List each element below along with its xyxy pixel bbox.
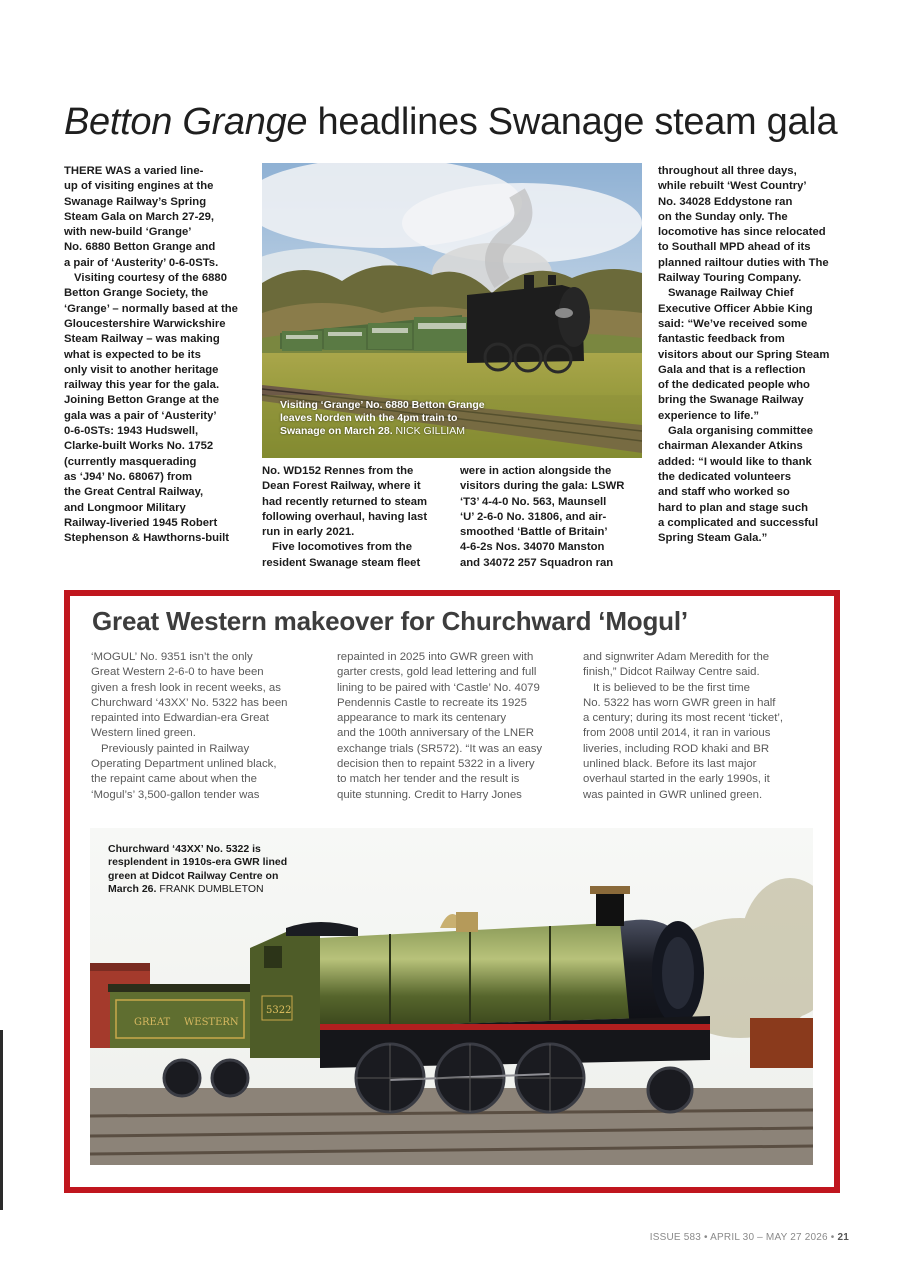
- text-line: and 34072 257 Squadron ran: [460, 556, 614, 569]
- text-line: quite stunning. Credit to Harry Jones: [337, 788, 522, 801]
- text-line: finish,” Didcot Railway Centre said.: [583, 666, 760, 679]
- text-line: No. 6880 Betton Grange and: [64, 241, 216, 254]
- text-line: of the dedicated people who: [658, 379, 810, 392]
- page-folio: [650, 1232, 849, 1243]
- text-line: and signwriter Adam Meredith for the: [583, 651, 770, 663]
- text-line: lining to be paired with ‘Castle’ No. 4079: [337, 681, 540, 694]
- caption-line: Churchward ‘43XX’ No. 5322 is: [108, 843, 261, 855]
- text-line: Visiting courtesy of the 6880: [74, 272, 227, 285]
- text-line: resident Swanage steam fleet: [262, 556, 421, 569]
- text-line: given a fresh look in recent weeks, as: [91, 681, 281, 694]
- text-line: Railway Touring Company.: [658, 272, 802, 285]
- text-line: visitors about our Spring Steam: [658, 348, 830, 361]
- text-line: the Great Central Railway,: [64, 486, 204, 499]
- text-line: Operating Department unlined black,: [91, 758, 277, 771]
- folio-issue: ISSUE 583 • APRIL 30 – MAY 27 2026 •: [649, 1232, 838, 1243]
- text-line: a pair of ‘Austerity’ 0-6-0STs.: [64, 256, 219, 269]
- text-line: Joining Betton Grange at the: [64, 394, 220, 407]
- text-line: following overhaul, having last: [262, 510, 428, 523]
- text-line: Five locomotives from the: [272, 541, 412, 554]
- text-line: ‘T3’ 4-4-0 No. 563, Maunsell: [460, 495, 607, 508]
- text-line: Executive Officer Abbie King: [658, 302, 813, 315]
- photo-credit: FRANK DUMBLETON: [156, 883, 264, 896]
- text-line: to Southall MPD ahead of its: [658, 241, 811, 254]
- text-line: unlined black. Before its last major: [583, 758, 757, 771]
- text-line: locomotive has since relocated: [658, 226, 826, 239]
- text-line: repainted into Edwardian-era Great: [91, 712, 269, 725]
- text-line: repainted in 2025 into GWR green with: [337, 651, 534, 663]
- caption-line: Swanage on March 28. NICK GILLIAM: [280, 425, 465, 437]
- cab-number: 5322: [266, 1005, 292, 1016]
- text-line: the repaint came about when the: [91, 773, 257, 786]
- article-headline: [64, 100, 854, 144]
- text-line: up of visiting engines at the: [64, 180, 214, 193]
- text-line: planned railtour duties with The: [658, 256, 829, 269]
- text-line: decision then to repaint 5322 in a livery: [337, 758, 535, 771]
- caption-line: green at Didcot Railway Centre on: [108, 869, 279, 882]
- text-line: Gala organising committee: [668, 425, 814, 438]
- box-column-2: [337, 650, 569, 803]
- text-line: gala was a pair of ‘Austerity’: [64, 409, 217, 422]
- text-line: Gloucestershire Warwickshire: [64, 317, 226, 330]
- text-line: run in early 2021.: [262, 526, 355, 539]
- text-line: Dean Forest Railway, where it: [262, 480, 421, 493]
- article-column-1: [64, 164, 254, 546]
- text-line: chairman Alexander Atkins: [658, 440, 803, 453]
- text-line: 0-6-0STs: 1943 Hudswell,: [64, 425, 199, 438]
- text-line: as ‘J94’ No. 68067) from: [64, 470, 193, 483]
- article-column-4: [658, 164, 848, 546]
- text-line: Clarke-built Works No. 1752: [64, 440, 214, 453]
- text-line: No. 34028 Eddystone ran: [658, 195, 793, 208]
- box-column-3: [583, 650, 815, 803]
- box-title: Great Western makeover for Churchward ‘Mogul’: [92, 606, 688, 636]
- text-line: Betton Grange Society, the: [64, 287, 209, 300]
- text-line: only visit to another heritage: [64, 363, 219, 376]
- text-line: No. 5322 has worn GWR green in half: [583, 696, 776, 709]
- text-line: from 2008 until 2014, it ran in various: [583, 727, 771, 740]
- text-line: Swanage Railway’s Spring: [64, 195, 207, 208]
- text-line: with new-build ‘Grange’: [64, 226, 192, 239]
- text-line: overhaul started in the early 1990s, it: [583, 773, 770, 786]
- text-line: Steam Railway – was making: [64, 333, 220, 346]
- text-line: added: “I would like to thank: [658, 455, 812, 468]
- text-line: It is believed to be the first time: [593, 681, 751, 694]
- text-line: Previously painted in Railway: [101, 742, 250, 755]
- text-line: was painted in GWR unlined green.: [583, 788, 763, 801]
- text-line: Swanage Railway Chief: [668, 287, 794, 300]
- text-line: hard to plan and stage such: [658, 501, 809, 514]
- page-edge-strip: [0, 1030, 3, 1210]
- photo-credit: NICK GILLIAM: [392, 425, 465, 437]
- text-line: smoothed ‘Battle of Britain’: [460, 526, 608, 539]
- text-line: experience to life.”: [658, 409, 760, 422]
- text-line: appearance to mark its centenary: [337, 712, 507, 725]
- text-line: ‘Mogul’s’ 3,500-gallon tender was: [91, 788, 260, 801]
- caption-line: resplendent in 1910s-era GWR lined: [108, 856, 288, 869]
- text-line: and staff who worked so: [658, 486, 790, 499]
- headline-italic: Betton Grange: [64, 101, 308, 143]
- text-line: exchange trials (SR572). “It was an easy: [337, 742, 543, 755]
- text-line: bring the Swanage Railway: [658, 394, 804, 407]
- text-line: a century; during its most recent ‘ticket’,: [583, 712, 784, 725]
- text-line: (currently masquerading: [64, 455, 197, 468]
- article-column-2: [262, 464, 452, 571]
- text-line: 4-6-2s Nos. 34070 Manston: [460, 541, 605, 554]
- caption-line: March 26. FRANK DUMBLETON: [108, 883, 264, 896]
- text-line: Pendennis Castle to recreate its 1925: [337, 696, 527, 709]
- article-column-3: [460, 464, 650, 571]
- text-line: and the 100th anniversary of the LNER: [337, 727, 534, 740]
- text-line: Great Western 2-6-0 to have been: [91, 666, 264, 679]
- text-line: the dedicated volunteers: [658, 470, 792, 483]
- text-line: on the Sunday only. The: [658, 210, 788, 223]
- text-line: Western lined green.: [91, 727, 196, 740]
- text-line: were in action alongside the: [460, 465, 612, 477]
- text-line: ‘U’ 2-6-0 No. 31806, and air-: [460, 510, 607, 523]
- text-line: ‘Grange’ – normally based at the: [64, 302, 238, 315]
- text-line: while rebuilt ‘West Country’: [658, 180, 807, 193]
- text-line: garter crests, gold lead lettering and full: [337, 666, 537, 679]
- text-line: had recently returned to steam: [262, 495, 428, 508]
- text-line: Gala and that is a reflection: [658, 363, 806, 376]
- text-line: Stephenson & Hawthorns-built: [64, 532, 230, 545]
- text-line: Churchward ‘43XX’ No. 5322 has been: [91, 696, 288, 709]
- text-line: visitors during the gala: LSWR: [460, 480, 625, 493]
- text-line: liveries, including ROD khaki and BR: [583, 742, 770, 755]
- text-line: what is expected to be its: [64, 348, 201, 361]
- caption-line: leaves Norden with the 4pm train to: [280, 412, 458, 424]
- text-line: ‘MOGUL’ No. 9351 isn’t the only: [91, 651, 253, 663]
- text-line: throughout all three days,: [658, 165, 797, 177]
- text-line: and Longmoor Military: [64, 501, 186, 514]
- text-line: railway this year for the gala.: [64, 379, 220, 392]
- text-line: a complicated and successful: [658, 516, 819, 529]
- tender-text-left: GREAT: [134, 1017, 171, 1028]
- text-line: No. WD152 Rennes from the: [262, 465, 414, 477]
- text-line: Steam Gala on March 27-29,: [64, 210, 215, 223]
- box-column-1: [91, 650, 323, 803]
- text-line: THERE WAS a varied line-: [64, 165, 204, 177]
- text-line: Spring Steam Gala.”: [658, 532, 768, 545]
- text-line: said: “We’ve received some: [658, 317, 808, 330]
- folio-page-number: 21: [837, 1232, 849, 1243]
- mogul-photo-caption: [108, 843, 298, 897]
- text-line: to match her tender and the result is: [337, 773, 520, 786]
- headline-rest: headlines Swanage steam gala: [307, 101, 838, 143]
- text-line: Railway-liveried 1945 Robert: [64, 516, 218, 529]
- caption-line: Visiting ‘Grange’ No. 6880 Betton Grange: [280, 399, 485, 411]
- tender-text-right: WESTERN: [184, 1017, 239, 1028]
- gala-photo-caption: [280, 399, 520, 438]
- text-line: fantastic feedback from: [658, 333, 785, 346]
